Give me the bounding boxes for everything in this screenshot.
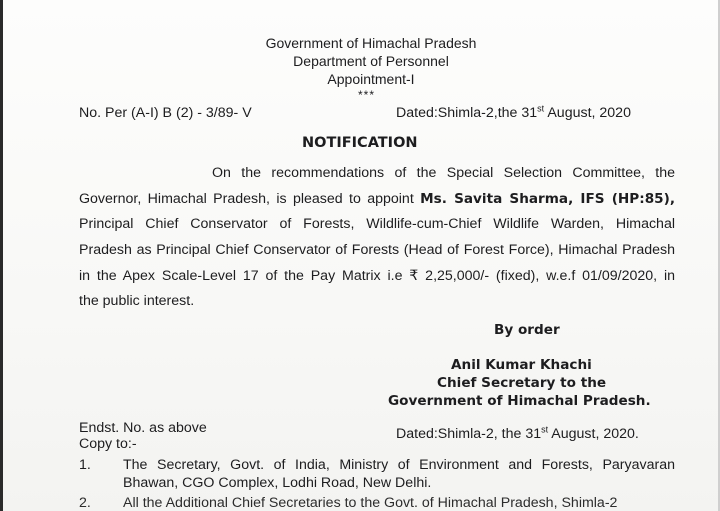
endorsement-date: Dated:Shimla-2, the 31st August, 2020. bbox=[396, 424, 639, 442]
signatory-designation: Chief Secretary to the bbox=[437, 375, 607, 391]
signatory-organisation: Government of Himachal Pradesh. bbox=[388, 393, 651, 409]
reference-number: No. Per (A-I) B (2) - 3/89- V bbox=[79, 105, 252, 121]
notification-title: NOTIFICATION bbox=[302, 135, 418, 151]
copy-item-1-number: 1. bbox=[79, 457, 91, 473]
header-department: Department of Personnel bbox=[293, 53, 449, 69]
body-line-4: Pradesh as Principal Chief Conservator of Forests (Head of Forest Force), Himachal Pradesh bbox=[79, 242, 675, 258]
page-edge-shadow bbox=[0, 0, 3, 511]
body-line-6: the public interest. bbox=[79, 293, 195, 309]
reference-date: Dated:Shimla-2,the 31st August, 2020 bbox=[396, 103, 631, 121]
header-stars: *** bbox=[358, 88, 376, 102]
header-section: Appointment-I bbox=[327, 71, 415, 87]
copy-to-label: Copy to:- bbox=[79, 436, 137, 452]
copy-item-1-line-1: The Secretary, Govt. of India, Ministry of Environment and Forests, Paryavaran bbox=[123, 457, 675, 473]
appointee-name: Ms. Savita Sharma, IFS (HP:85), bbox=[420, 191, 675, 207]
endorsement-number: Endst. No. as above bbox=[79, 420, 207, 436]
by-order: By order bbox=[494, 322, 560, 338]
copy-item-1-line-2: Bhawan, CGO Complex, Lodhi Road, New Delhi. bbox=[123, 475, 432, 491]
signatory-name: Anil Kumar Khachi bbox=[451, 357, 592, 373]
body-line-5: in the Apex Scale-Level 17 of the Pay Matrix i.e ₹ 2,25,000/- (fixed), w.e.f 01/09/2020, in bbox=[79, 268, 675, 284]
body-line-2: Governor, Himachal Pradesh, is pleased to appoint Ms. Savita Sharma, IFS (HP:85), bbox=[79, 191, 675, 207]
header-government: Government of Himachal Pradesh bbox=[265, 35, 477, 51]
body-line-3: Principal Chief Conservator of Forests, Wildlife-cum-Chief Wildlife Warden, Himachal bbox=[79, 216, 675, 232]
copy-item-2-number: 2. bbox=[79, 495, 91, 511]
copy-item-2-line-1: All the Additional Chief Secretaries to the Govt. of Himachal Pradesh, Shimla-2 bbox=[123, 495, 618, 511]
body-line-1: On the recommendations of the Special Selection Committee, the bbox=[212, 165, 675, 181]
